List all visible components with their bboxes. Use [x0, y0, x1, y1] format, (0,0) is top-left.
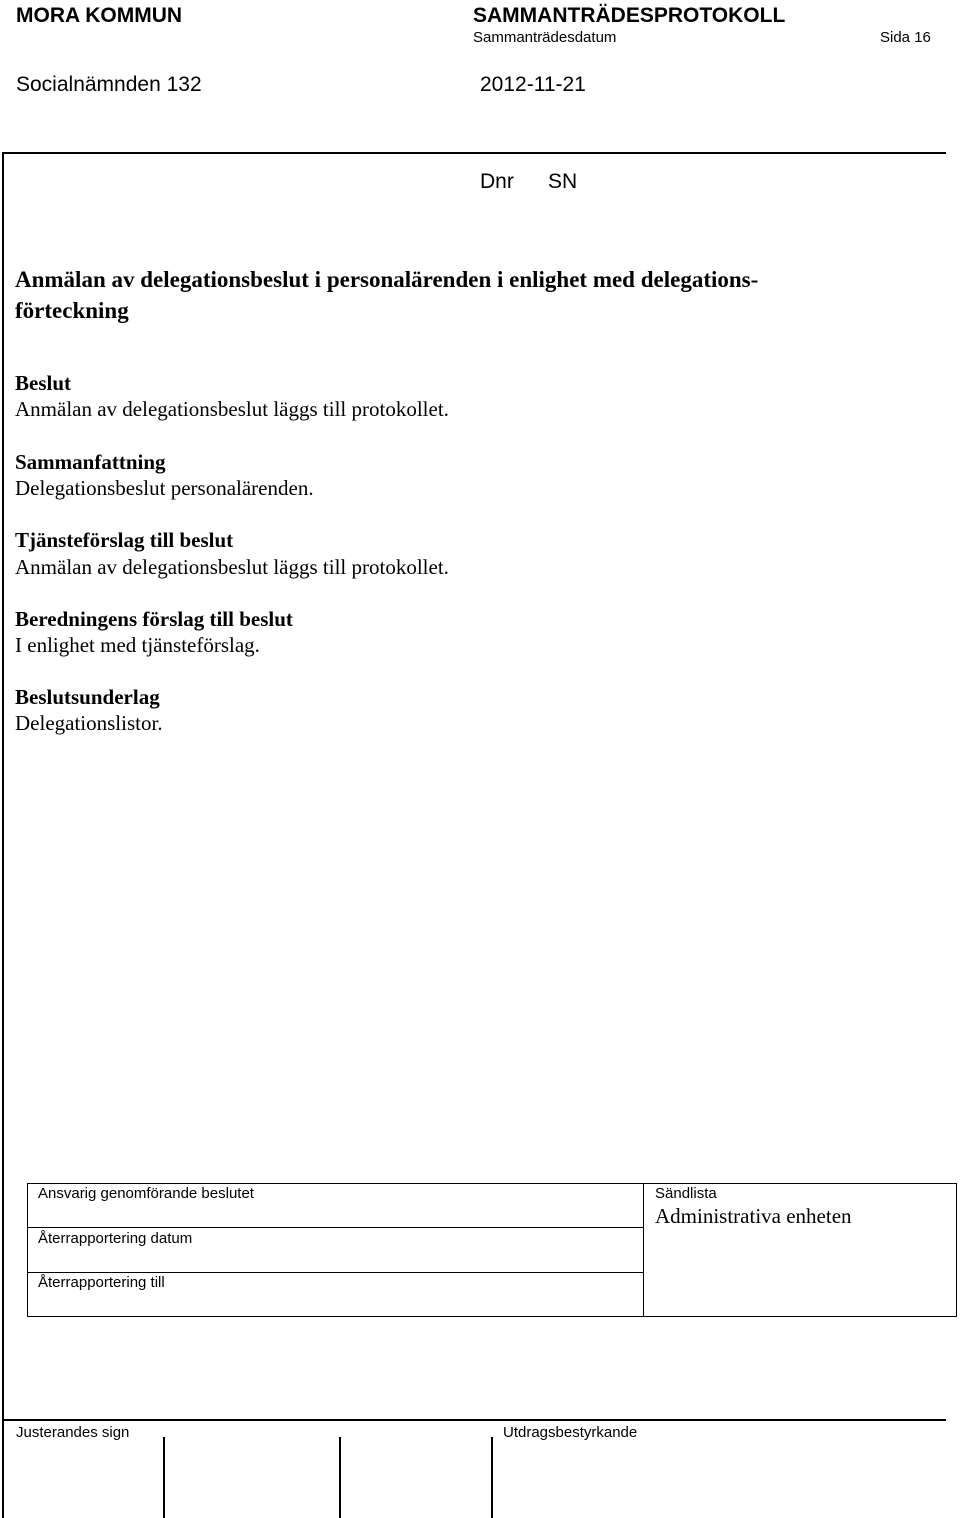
- footer-divider-2: [339, 1437, 341, 1518]
- section-heading-sammanfattning: Sammanfattning: [15, 450, 166, 474]
- frame-left-line: [2, 152, 4, 1518]
- section-heading-tjansteforslag: Tjänsteförslag till beslut: [15, 528, 234, 552]
- report-to-label: Återrapportering till: [38, 1274, 165, 1291]
- case-title-line-2: förteckning: [15, 298, 129, 323]
- section-text-beredningens-forslag: I enlighet med tjänsteförslag.: [15, 633, 260, 657]
- section-heading-beredningens-forslag: Beredningens förslag till beslut: [15, 607, 293, 631]
- section-heading-beslutsunderlag: Beslutsunderlag: [15, 685, 160, 709]
- section-text-sammanfattning: Delegationsbeslut personalärenden.: [15, 476, 314, 500]
- dnr-value: SN: [548, 170, 578, 193]
- followup-row-line-2: [27, 1272, 644, 1273]
- frame-top-line: [2, 152, 946, 154]
- footer-top-line: [2, 1419, 946, 1421]
- organization-name: MORA KOMMUN: [16, 4, 183, 27]
- report-date-label: Återrapportering datum: [38, 1230, 193, 1247]
- document-type: SAMMANTRÄDESPROTOKOLL: [473, 4, 786, 27]
- certification-label: Utdragsbestyrkande: [503, 1424, 638, 1441]
- followup-row-line-1: [27, 1227, 644, 1228]
- distribution-label: Sändlista: [655, 1185, 717, 1202]
- footer-divider-1: [163, 1437, 165, 1518]
- followup-box-divider: [643, 1183, 644, 1317]
- signature-label: Justerandes sign: [16, 1424, 130, 1441]
- section-heading-beslut: Beslut: [15, 371, 72, 395]
- distribution-recipient: Administrativa enheten: [655, 1204, 852, 1228]
- section-text-beslutsunderlag: Delegationslistor.: [15, 711, 163, 735]
- page-number: Sida 16: [880, 29, 931, 46]
- section-text-tjansteforslag: Anmälan av delegationsbeslut läggs till protokollet.: [15, 555, 449, 579]
- case-title: [15, 264, 895, 326]
- footer-divider-3: [491, 1437, 493, 1518]
- meeting-date-label: Sammanträdesdatum: [473, 29, 617, 46]
- committee-paragraph: Socialnämnden 132: [16, 73, 202, 96]
- dnr-label: Dnr: [480, 170, 514, 193]
- responsible-label: Ansvarig genomförande beslutet: [38, 1185, 254, 1202]
- meeting-date: 2012-11-21: [480, 73, 586, 96]
- case-title-line-1: Anmälan av delegationsbeslut i personalärenden i enlighet med delegations-: [15, 267, 759, 292]
- section-text-beslut: Anmälan av delegationsbeslut läggs till protokollet.: [15, 397, 449, 421]
